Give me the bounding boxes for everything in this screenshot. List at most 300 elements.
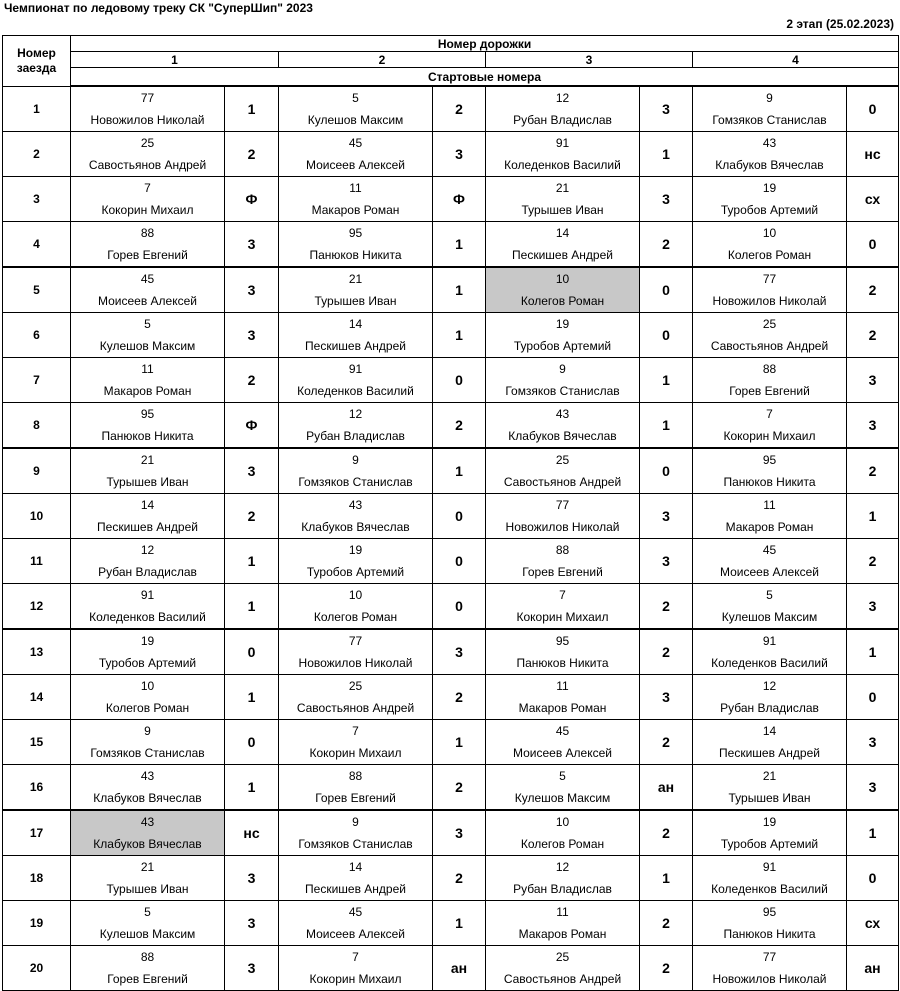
result-cell: нс: [225, 810, 279, 856]
race-row: [3, 629, 899, 675]
participant-cell: [693, 177, 847, 222]
start-number: 11: [349, 181, 362, 195]
participant-name: Пескишев Андрей: [305, 882, 406, 896]
start-number: 21: [140, 860, 155, 874]
participant-name: Моисеев Алексей: [97, 294, 197, 308]
participant-name: Новожилов Николай: [90, 113, 205, 127]
participant-cell: [486, 177, 640, 222]
participant-cell: [486, 765, 640, 811]
result-cell: 2: [640, 629, 693, 675]
result-cell: 0: [225, 720, 279, 765]
participant-cell: [71, 494, 225, 539]
result-cell: 2: [225, 132, 279, 177]
participant-name: Кокорин Михаил: [101, 203, 194, 217]
result-cell: 1: [640, 358, 693, 403]
participant-name: Горев Евгений: [522, 565, 603, 579]
participant-cell: [486, 901, 640, 946]
participant-name: Моисеев Алексей: [305, 927, 405, 941]
race-grid: [2, 35, 899, 991]
start-number: 12: [348, 407, 363, 421]
participant-name: Моисеев Алексей: [512, 746, 612, 760]
participant-cell: [279, 177, 433, 222]
result-cell: 0: [225, 629, 279, 675]
participant-name: Панюков Никита: [723, 475, 816, 489]
participant-name: Макаров Роман: [725, 520, 814, 534]
start-number: 91: [762, 860, 777, 874]
participant-cell: [279, 629, 433, 675]
result-cell: 2: [433, 86, 486, 132]
result-cell: 1: [640, 132, 693, 177]
result-cell: 3: [433, 629, 486, 675]
participant-cell: [486, 494, 640, 539]
result-cell: 3: [225, 901, 279, 946]
race-number: 18: [3, 856, 71, 901]
start-number: 5: [559, 769, 566, 783]
participant-name: Клабуков Вячеслав: [715, 158, 824, 172]
participant-name: Коледенков Василий: [711, 882, 828, 896]
participant-name: Моисеев Алексей: [305, 158, 405, 172]
participant-cell: [486, 720, 640, 765]
result-cell: 2: [847, 313, 899, 358]
participant-cell: [693, 132, 847, 177]
result-cell: 3: [225, 856, 279, 901]
participant-cell: [486, 946, 640, 991]
participant-name: Коледенков Василий: [89, 610, 206, 624]
race-number: 9: [3, 448, 71, 494]
result-cell: 3: [847, 358, 899, 403]
participant-cell: [486, 629, 640, 675]
result-cell: 0: [433, 584, 486, 630]
participant-cell: [279, 946, 433, 991]
start-number: 43: [348, 498, 363, 512]
participant-name: Рубан Владислав: [513, 113, 612, 127]
participant-cell: [279, 494, 433, 539]
participant-cell: [71, 177, 225, 222]
start-number: 19: [762, 815, 777, 829]
race-number: 8: [3, 403, 71, 449]
participant-name: Кокорин Михаил: [516, 610, 609, 624]
start-number: 77: [762, 272, 777, 286]
participant-name: Клабуков Вячеслав: [508, 429, 617, 443]
participant-name: Макаров Роман: [518, 927, 607, 941]
participant-name: Кокорин Михаил: [309, 746, 402, 760]
result-cell: 0: [433, 539, 486, 584]
participant-name: Колегов Роман: [313, 610, 398, 624]
result-cell: 0: [433, 358, 486, 403]
start-number: 91: [348, 362, 363, 376]
race-number-header: [3, 36, 71, 87]
participant-name: Кулешов Максим: [99, 927, 196, 941]
result-cell: 2: [433, 765, 486, 811]
start-number: 7: [352, 724, 359, 738]
participant-name: Кокорин Михаил: [723, 429, 816, 443]
participant-name: Моисеев Алексей: [719, 565, 819, 579]
result-cell: 2: [847, 448, 899, 494]
participant-cell: [279, 448, 433, 494]
start-number: 5: [352, 91, 359, 105]
participant-cell: [486, 856, 640, 901]
participant-name: Колегов Роман: [520, 837, 605, 851]
result-cell: 2: [640, 720, 693, 765]
participant-cell: [693, 539, 847, 584]
result-cell: 1: [433, 901, 486, 946]
participant-cell: [71, 675, 225, 720]
participant-name: Горев Евгений: [107, 248, 188, 262]
start-number: 88: [140, 950, 155, 964]
participant-cell: [71, 765, 225, 811]
start-number: 25: [555, 453, 570, 467]
race-number: 19: [3, 901, 71, 946]
participant-cell: [693, 720, 847, 765]
result-cell: 1: [225, 675, 279, 720]
participant-name: Коледенков Василий: [297, 384, 414, 398]
start-number: 11: [141, 362, 154, 376]
result-cell: 2: [433, 403, 486, 449]
participant-cell: [279, 856, 433, 901]
participant-cell: [693, 494, 847, 539]
participant-cell: [279, 132, 433, 177]
participant-name: Гомзяков Станислав: [505, 384, 620, 398]
result-cell: сх: [847, 177, 899, 222]
race-row: [3, 539, 899, 584]
participant-cell: [486, 86, 640, 132]
result-cell: 2: [640, 584, 693, 630]
start-number: 10: [348, 588, 363, 602]
participant-cell: [693, 313, 847, 358]
participant-cell: [693, 810, 847, 856]
start-number: 21: [555, 181, 570, 195]
race-row: [3, 222, 899, 268]
result-cell: 3: [640, 539, 693, 584]
participant-name: Гомзяков Станислав: [298, 837, 413, 851]
race-number: 17: [3, 810, 71, 856]
participant-name: Савостьянов Андрей: [88, 158, 207, 172]
participant-name: Панюков Никита: [309, 248, 402, 262]
participant-name: Рубан Владислав: [98, 565, 197, 579]
start-number: 9: [559, 362, 566, 376]
participant-cell: [71, 901, 225, 946]
result-cell: 2: [225, 358, 279, 403]
lane-1-header: 1: [71, 52, 279, 68]
start-number: 7: [144, 181, 151, 195]
race-number: 16: [3, 765, 71, 811]
participant-cell: [71, 584, 225, 630]
start-number: 95: [555, 634, 570, 648]
result-cell: ан: [640, 765, 693, 811]
start-number: 9: [766, 91, 773, 105]
race-number: 13: [3, 629, 71, 675]
participant-name: Кулешов Максим: [307, 113, 404, 127]
participant-cell: [693, 267, 847, 313]
participant-name: Рубан Владислав: [720, 701, 819, 715]
participant-cell: [279, 403, 433, 449]
participant-cell: [693, 675, 847, 720]
result-cell: 1: [847, 629, 899, 675]
race-row: [3, 494, 899, 539]
participant-cell: [71, 720, 225, 765]
start-number: 45: [762, 543, 777, 557]
result-cell: 3: [433, 132, 486, 177]
start-number: 25: [140, 136, 155, 150]
result-cell: 3: [640, 675, 693, 720]
result-cell: 3: [640, 86, 693, 132]
result-cell: 3: [847, 403, 899, 449]
participant-name: Макаров Роман: [103, 384, 192, 398]
race-row: [3, 403, 899, 449]
participant-cell: [693, 86, 847, 132]
start-number: 43: [140, 769, 155, 783]
result-cell: 3: [225, 222, 279, 268]
start-number: 19: [140, 634, 155, 648]
race-row: [3, 313, 899, 358]
participant-name: Савостьянов Андрей: [503, 972, 622, 986]
result-cell: 0: [640, 448, 693, 494]
participant-cell: [279, 675, 433, 720]
race-row: [3, 448, 899, 494]
participant-cell: [71, 810, 225, 856]
participant-cell: [279, 267, 433, 313]
start-number: 7: [559, 588, 566, 602]
participant-cell: [693, 946, 847, 991]
result-cell: 3: [225, 267, 279, 313]
race-number: 1: [3, 86, 71, 132]
participant-name: Кулешов Максим: [99, 339, 196, 353]
start-number: 21: [762, 769, 777, 783]
participant-name: Кокорин Михаил: [309, 972, 402, 986]
participant-cell: [486, 448, 640, 494]
race-number: 14: [3, 675, 71, 720]
lane-3-header: 3: [486, 52, 693, 68]
participant-name: Колегов Роман: [520, 294, 605, 308]
result-cell: 1: [847, 494, 899, 539]
start-number: 43: [555, 407, 570, 421]
start-number: 77: [348, 634, 363, 648]
start-number: 88: [348, 769, 363, 783]
result-cell: 0: [847, 86, 899, 132]
race-row: [3, 358, 899, 403]
participant-cell: [693, 222, 847, 268]
result-cell: 3: [640, 494, 693, 539]
participant-name: Новожилов Николай: [712, 972, 827, 986]
result-cell: 3: [640, 177, 693, 222]
participant-name: Пескишев Андрей: [305, 339, 406, 353]
page-title: Чемпионат по ледовому треку СК "СуперШип" 2023: [4, 1, 313, 15]
result-cell: 3: [847, 584, 899, 630]
result-cell: 3: [847, 765, 899, 811]
participant-cell: [279, 313, 433, 358]
result-cell: ан: [847, 946, 899, 991]
participant-cell: [486, 539, 640, 584]
race-number: 5: [3, 267, 71, 313]
participant-cell: [279, 720, 433, 765]
result-cell: сх: [847, 901, 899, 946]
stage-date: 2 этап (25.02.2023): [786, 17, 894, 31]
result-cell: 2: [433, 675, 486, 720]
participant-cell: [693, 584, 847, 630]
result-cell: 2: [640, 810, 693, 856]
participant-cell: [71, 132, 225, 177]
race-row: [3, 720, 899, 765]
result-cell: 3: [225, 313, 279, 358]
participant-cell: [71, 946, 225, 991]
participant-name: Пескишев Андрей: [719, 746, 820, 760]
lane-2-header: 2: [279, 52, 486, 68]
participant-name: Клабуков Вячеслав: [301, 520, 410, 534]
start-number: 45: [348, 136, 363, 150]
start-number: 12: [555, 860, 570, 874]
participant-cell: [486, 584, 640, 630]
participant-name: Туробов Артемий: [306, 565, 405, 579]
result-cell: 1: [225, 539, 279, 584]
participant-name: Коледенков Василий: [504, 158, 621, 172]
participant-name: Новожилов Николай: [298, 656, 413, 670]
start-number: 12: [555, 91, 570, 105]
participant-name: Турышев Иван: [106, 882, 189, 896]
result-cell: 0: [433, 494, 486, 539]
participant-name: Горев Евгений: [315, 791, 396, 805]
participant-cell: [693, 856, 847, 901]
race-number: 10: [3, 494, 71, 539]
participant-cell: [71, 222, 225, 268]
race-number: 15: [3, 720, 71, 765]
race-row: [3, 177, 899, 222]
start-number: 14: [348, 317, 363, 331]
result-cell: 1: [433, 313, 486, 358]
race-row: [3, 86, 899, 132]
start-numbers-header: Стартовые номера: [71, 68, 899, 87]
participant-name: Савостьянов Андрей: [296, 701, 415, 715]
start-number: 77: [555, 498, 570, 512]
start-number: 25: [762, 317, 777, 331]
participant-cell: [693, 448, 847, 494]
result-cell: 1: [433, 267, 486, 313]
start-number: 77: [140, 91, 155, 105]
result-cell: 1: [433, 448, 486, 494]
start-number: 95: [762, 905, 777, 919]
start-number: 14: [140, 498, 155, 512]
result-cell: 0: [847, 856, 899, 901]
participant-name: Клабуков Вячеслав: [93, 837, 202, 851]
participant-name: Колегов Роман: [727, 248, 812, 262]
result-cell: 1: [225, 584, 279, 630]
start-number: 25: [348, 679, 363, 693]
race-row: [3, 765, 899, 811]
result-cell: 0: [640, 267, 693, 313]
result-cell: 1: [225, 765, 279, 811]
start-number: 45: [348, 905, 363, 919]
participant-cell: [279, 765, 433, 811]
participant-cell: [486, 313, 640, 358]
participant-cell: [693, 629, 847, 675]
start-number: 14: [555, 226, 570, 240]
participant-name: Новожилов Николай: [505, 520, 620, 534]
result-cell: 2: [225, 494, 279, 539]
start-number: 88: [762, 362, 777, 376]
participant-name: Гомзяков Станислав: [90, 746, 205, 760]
start-number: 95: [762, 453, 777, 467]
result-cell: ан: [433, 946, 486, 991]
start-number: 5: [144, 905, 151, 919]
participant-name: Гомзяков Станислав: [712, 113, 827, 127]
start-number: 14: [762, 724, 777, 738]
lane-4-header: 4: [693, 52, 899, 68]
participant-cell: [71, 86, 225, 132]
participant-cell: [279, 901, 433, 946]
race-number: 7: [3, 358, 71, 403]
participant-cell: [71, 267, 225, 313]
participant-name: Панюков Никита: [101, 429, 194, 443]
participant-name: Гомзяков Станислав: [298, 475, 413, 489]
participant-name: Турышев Иван: [521, 203, 604, 217]
start-number: 91: [555, 136, 570, 150]
participant-name: Рубан Владислав: [513, 882, 612, 896]
start-number: 7: [766, 407, 773, 421]
start-number: 19: [555, 317, 570, 331]
participant-name: Турышев Иван: [314, 294, 397, 308]
race-row: [3, 584, 899, 630]
participant-name: Туробов Артемий: [720, 203, 819, 217]
participant-name: Савостьянов Андрей: [503, 475, 622, 489]
participant-cell: [486, 810, 640, 856]
start-number: 21: [348, 272, 363, 286]
race-row: [3, 267, 899, 313]
result-cell: 0: [847, 675, 899, 720]
start-number: 95: [348, 226, 363, 240]
participant-name: Макаров Роман: [311, 203, 400, 217]
participant-cell: [279, 358, 433, 403]
start-number: 91: [140, 588, 155, 602]
result-cell: 1: [433, 720, 486, 765]
start-number: 95: [140, 407, 155, 421]
start-number: 88: [140, 226, 155, 240]
start-number: 10: [555, 272, 570, 286]
participant-name: Коледенков Василий: [711, 656, 828, 670]
participant-name: Турышев Иван: [728, 791, 811, 805]
start-number: 43: [140, 815, 155, 829]
participant-name: Панюков Никита: [516, 656, 609, 670]
participant-cell: [279, 810, 433, 856]
race-number: 6: [3, 313, 71, 358]
result-cell: 3: [433, 810, 486, 856]
start-number: 9: [144, 724, 151, 738]
start-number: 12: [762, 679, 777, 693]
participant-name: Рубан Владислав: [306, 429, 405, 443]
result-cell: 1: [433, 222, 486, 268]
race-row: [3, 901, 899, 946]
start-number: 45: [140, 272, 155, 286]
result-cell: 3: [225, 448, 279, 494]
start-number: 10: [762, 226, 777, 240]
participant-name: Новожилов Николай: [712, 294, 827, 308]
participant-cell: [71, 539, 225, 584]
result-cell: Ф: [225, 177, 279, 222]
start-number: 10: [555, 815, 570, 829]
participant-name: Туробов Артемий: [513, 339, 612, 353]
start-number: 14: [348, 860, 363, 874]
participant-name: Горев Евгений: [729, 384, 810, 398]
start-number: 19: [762, 181, 777, 195]
start-number: 21: [140, 453, 155, 467]
participant-cell: [486, 358, 640, 403]
participant-cell: [693, 403, 847, 449]
result-cell: 1: [225, 86, 279, 132]
lane-number-header: Номер дорожки: [71, 36, 899, 52]
start-number: 12: [140, 543, 155, 557]
participant-cell: [693, 901, 847, 946]
start-number: 45: [555, 724, 570, 738]
race-row: [3, 856, 899, 901]
participant-cell: [71, 448, 225, 494]
